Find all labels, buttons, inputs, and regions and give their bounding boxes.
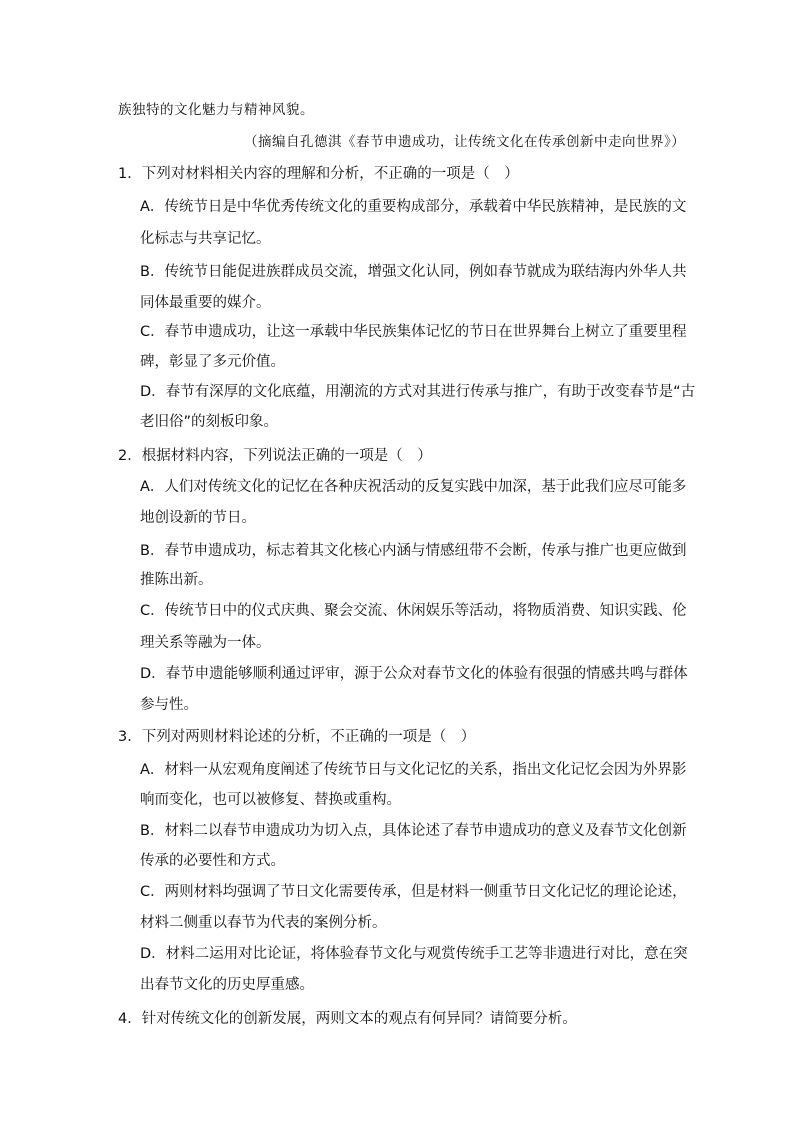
question-1-stem: 1．下列对材料相关内容的理解和分析，不正确的一项是（ ） xyxy=(118,166,519,182)
question-2-option-a[interactable]: A．人们对传统文化的记忆在各种庆祝活动的反复实践中加深，基于此我们应尽可能多 xyxy=(140,479,687,495)
question-2-option-a-cont: 地创设新的节日。 xyxy=(140,510,256,526)
question-2-option-d[interactable]: D．春节申遗能够顺利通过评审，源于公众对春节文化的体验有很强的情感共鸣与群体 xyxy=(140,666,688,682)
question-2-option-c[interactable]: C．传统节日中的仪式庆典、聚会交流、休闲娱乐等活动，将物质消费、知识实践、伦 xyxy=(140,603,687,619)
question-3-option-a[interactable]: A．材料一从宏观角度阐述了传统节日与文化记忆的关系，指出文化记忆会因为外界影 xyxy=(140,762,687,778)
question-1-option-c[interactable]: C．春节申遗成功，让这一承载中华民族集体记忆的节日在世界舞台上树立了重要里程 xyxy=(140,324,687,340)
question-3-stem: 3．下列对两则材料论述的分析，不正确的一项是（ ） xyxy=(118,729,476,745)
question-1-option-b-cont: 同体最重要的媒介。 xyxy=(140,295,271,311)
intro-tail-text: 族独特的文化魅力与精神风貌。 xyxy=(118,102,314,118)
question-3-option-c[interactable]: C．两则材料均强调了节日文化需要传承，但是材料一侧重节日文化记忆的理论论述， xyxy=(140,884,687,900)
question-3-option-b-cont: 传承的必要性和方式。 xyxy=(140,853,285,869)
question-2-option-d-cont: 参与性。 xyxy=(140,697,198,713)
question-2-option-c-cont: 理关系等融为一体。 xyxy=(140,635,271,651)
question-3-option-a-cont: 响而变化，也可以被修复、替换或重构。 xyxy=(140,792,401,808)
question-1-option-c-cont: 碑，彰显了多元价值。 xyxy=(140,354,285,370)
question-3-option-c-cont: 材料二侧重以春节为代表的案例分析。 xyxy=(140,915,387,931)
question-2-stem: 2．根据材料内容，下列说法正确的一项是（ ） xyxy=(118,448,432,464)
question-4-stem: 4．针对传统文化的创新发展，两则文本的观点有何异同？请简要分析。 xyxy=(118,1011,577,1027)
question-3-option-b[interactable]: B．材料二以春节申遗成功为切入点，具体论述了春节申遗成功的意义及春节文化创新 xyxy=(140,823,687,839)
source-citation: （摘编自孔德淇《春节申遗成功，让传统文化在传承创新中走向世界》） xyxy=(244,134,686,150)
question-2-option-b[interactable]: B．春节申遗成功，标志着其文化核心内涵与情感纽带不会断，传承与推广也更应做到 xyxy=(140,543,687,559)
question-1-option-d-cont: 老旧俗”的刻板印象。 xyxy=(140,414,279,430)
question-1-option-b[interactable]: B．传统节日能促进族群成员交流，增强文化认同，例如春节就成为联结海内外华人共 xyxy=(140,264,687,280)
question-3-option-d-cont: 出春节文化的历史厚重感。 xyxy=(140,977,314,993)
question-1-option-a-cont: 化标志与共享记忆。 xyxy=(140,231,271,247)
question-3-option-d[interactable]: D．材料二运用对比论证，将体验春节文化与观赏传统手工艺等非遗进行对比，意在突 xyxy=(140,946,688,962)
question-2-option-b-cont: 推陈出新。 xyxy=(140,572,213,588)
question-1-option-d[interactable]: D．春节有深厚的文化底蕴，用潮流的方式对其进行传承与推广，有助于改变春节是“古 xyxy=(140,384,696,400)
question-1-option-a[interactable]: A．传统节日是中华优秀传统文化的重要构成部分，承载着中华民族精神，是民族的文 xyxy=(140,199,687,215)
